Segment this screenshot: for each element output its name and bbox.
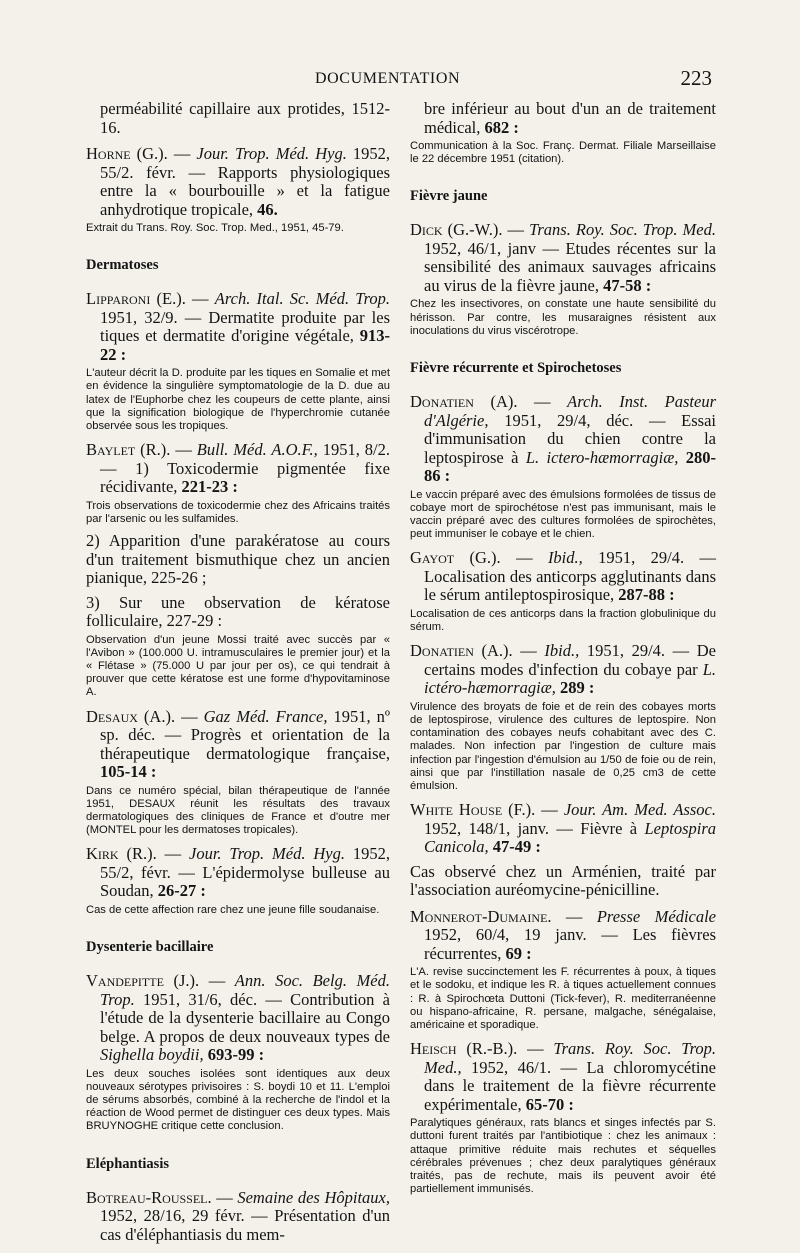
entry-dash: — xyxy=(211,1187,238,1207)
entry-abstract: Le vaccin préparé avec des émulsions formolées de tissus de cobaye mort de spirochétose n'est pas immunisant, mais le vaccin préparé avec des cultures formolées de spirochètes, peut immuniser le cobaye et le chien. xyxy=(410,488,716,541)
entry-dash: — xyxy=(517,392,568,412)
entry-author: Donatien (A.). xyxy=(410,641,513,661)
entry-author: Monnerot-Dumaine. xyxy=(410,906,552,926)
entry-abstract: Extrait du Trans. Roy. Soc. Trop. Med., 1951, 45-79. xyxy=(86,222,344,234)
left-column xyxy=(86,100,390,1252)
entry-text xyxy=(86,100,390,137)
entry-author: Heisch (R.-B.). xyxy=(410,1039,518,1059)
entry-pages: 69 : xyxy=(505,943,532,963)
entry-pages: 221-23 : xyxy=(181,477,238,497)
entry-journal: Arch. Ital. Sc. Méd. Trop. xyxy=(214,289,391,309)
entry-dash: — xyxy=(551,906,597,926)
entry-dash: — xyxy=(185,289,215,309)
entry-details: 1951, nº sp. déc. — Progrès et orientation de la thérapeutique dermatologique française, xyxy=(100,706,390,763)
running-title: DOCUMENTATION xyxy=(315,70,461,87)
entry-donatien-1 xyxy=(410,393,716,541)
entry-pages: 913-22 : xyxy=(100,326,390,364)
entry-journal: Semaine des Hôpitaux, xyxy=(237,1187,390,1207)
entry-journal: Gaz Méd. France, xyxy=(203,706,328,726)
entry-journal: Ibid., xyxy=(544,641,580,661)
entry-pages: 280-86 : xyxy=(424,447,716,486)
entry-heisch xyxy=(410,1040,716,1196)
right-column xyxy=(410,100,716,1204)
entry-dick xyxy=(410,221,716,338)
entry-kirk xyxy=(86,845,390,917)
entry-details: 1951, 29/4. — Localisation des anticorps agglutinants dans le sérum antileptospirosique, xyxy=(424,548,716,605)
entry-author: Desaux (A.). xyxy=(86,706,176,726)
entry-subitem: 2) Apparition d'une parakératose au cours d'un traitement bismuthique chez un ancien pianique, 225-26 ; xyxy=(86,531,390,588)
entry-details: 1951, 8/2. — 1) Toxicodermie pigmentée fixe récidivante, xyxy=(100,440,390,497)
section-heading-fievre-recurrente: Fièvre récurrente et Spirochetoses xyxy=(410,360,622,377)
entry-details: 1951, 29/4. — De certains modes d'infection du cobaye par xyxy=(424,641,716,679)
entry-journal: Presse Médicale xyxy=(596,906,717,926)
entry-citation xyxy=(86,972,390,1065)
entry-botreau-roussel xyxy=(86,1189,390,1245)
entry-species: L. ictéro-hæmorragiæ, xyxy=(424,659,716,698)
entry-species: Sighella boydii, xyxy=(100,1045,204,1065)
entry-author: Donatien (A). xyxy=(410,392,518,412)
entry-pages: 693-99 : xyxy=(203,1045,265,1065)
entry-species: Leptospira Canicola, xyxy=(424,818,716,857)
entry-citation xyxy=(410,642,716,698)
entry-citation xyxy=(410,100,716,137)
entry-baylet xyxy=(86,441,390,699)
entry-journal: Bull. Méd. A.O.F., xyxy=(196,440,318,460)
entry-abstract: Cas de cette affection rare chez une jeune fille soudanaise. xyxy=(86,903,380,916)
entry-citation xyxy=(410,908,716,964)
entry-details: 1951, 29/4, déc. — Essai d'immunisation du chien contre la leptospirose à xyxy=(424,410,716,467)
entry-dash: — xyxy=(175,706,204,726)
entry-citation xyxy=(86,441,390,497)
entry-abstract: L'A. revise succinctement les F. récurrentes à poux, à tiques et le sodoku, et indique les R. à tiques actuellement connues : R. à Spirochœta Duttoni (Tick-fever), R. mediterranéenne ou hispano-africaine, R. persane, malgache, sénégalaise, américaine et sporadique. xyxy=(410,966,716,1031)
entry-dash: — xyxy=(517,1039,554,1059)
entry-citation xyxy=(410,1040,716,1114)
entry-author: Dick (G.-W.). xyxy=(410,220,503,240)
entry-author: Lipparoni (E.). xyxy=(86,289,186,309)
entry-details: 1952, 46/1, janv — Etudes récentes sur la sensibilité des animaux sauvages africains au virus de la fièvre jaune, xyxy=(424,238,716,295)
section-heading-dysenterie: Dysenterie bacillaire xyxy=(86,939,214,956)
entry-vandepitte xyxy=(86,972,390,1134)
entry-journal: Trans. Roy. Soc. Trop. Med., xyxy=(424,1039,716,1077)
entry-dash: — xyxy=(199,971,235,991)
entry-pages: 289 : xyxy=(555,678,595,698)
entry-author: White House (F.). xyxy=(410,800,536,820)
entry-journal: Jour. Trop. Méd. Hyg. xyxy=(196,144,347,163)
entry-details: 1952, 46/1. — La chloromycétine dans le traitement de la fièvre récurrente expérimentale, xyxy=(424,1057,716,1114)
entry-pages: 65-70 : xyxy=(525,1094,574,1114)
entry-pages: 46. xyxy=(257,199,278,219)
entry-citation xyxy=(86,1189,390,1245)
entry-pages: 287-88 : xyxy=(618,585,675,605)
entry-subitem: Cas observé chez un Arménien, traité par l'association auréomycine-pénicilline. xyxy=(410,861,716,900)
entry-body: bre inférieur au bout d'un an de traitement médical, xyxy=(424,99,716,137)
entry-citation xyxy=(410,221,716,295)
section-heading-dermatoses: Dermatoses xyxy=(86,257,159,274)
entry-dash: — xyxy=(500,548,548,568)
page-number: 223 xyxy=(680,66,712,90)
entry-journal: Jour. Trop. Méd. Hyg. xyxy=(189,844,345,864)
entry-pages: 682 : xyxy=(484,117,519,137)
entry-abstract: Observation d'un jeune Mossi traité avec succès par « l'Avibon » (100.000 U. intramusculaires le premier jour) et la « Flétase » (75.000 U par jour per os), ce qui tendrait à prouver que cette kératose est une forme d'hypovitaminose A. xyxy=(86,633,390,699)
entry-dash: — xyxy=(170,440,197,460)
entry-abstract: Les deux souches isolées sont identiques aux deux nouveaux sérotypes privisoires : S. boydi 10 et 11. L'emploi de sérums absorbés, combiné à la recherche de l'indol et la réaction de Wood permet de distinguer ces deux types. Mais BRUYNOGHE critique cette conclusion. xyxy=(86,1067,390,1133)
section-heading-fievre-jaune: Fièvre jaune xyxy=(410,188,488,205)
entry-dash: — xyxy=(512,641,545,661)
entry-body: perméabilité capillaire aux protides, xyxy=(100,99,345,118)
entry-citation xyxy=(86,290,390,364)
entry-details: 1952, 55/2. févr. — Rapports physiologiques entre la « bourbouille » et la fatigue anhydrotique tropicale, xyxy=(100,144,390,219)
entry-citation xyxy=(86,145,390,219)
entry-citation xyxy=(86,708,390,782)
entry-species: L. ictero-hæmorragiæ, xyxy=(525,447,679,467)
entry-donatien-2 xyxy=(410,642,716,793)
entry-dash: — xyxy=(502,220,530,240)
entry-horne xyxy=(86,145,390,235)
entry-journal: Ibid., xyxy=(547,548,583,568)
entry-abstract: Paralytiques généraux, rats blancs et singes infectés par S. duttoni furent traités par l'antibiotique : chez les animaux : attaque primitive réduite mais rechutes et séquelles cérébrales prévenues ; chez deux paralytiques généraux traités, pas de rechute, mais ils peuvent avoir été partiellement immunisés. xyxy=(410,1117,716,1196)
entry-pages: 47-58 : xyxy=(603,275,652,295)
entry-journal: Jour. Am. Med. Assoc. xyxy=(563,800,716,820)
entry-abstract: Virulence des broyats de foie et de rein des cobayes morts de leptospirose, virulence des cultures de leptospire. Non contamination des cobayes neufs cohabitant avec des C. malades. Non infection par l'ingestion de culture mais infection par l'ingestion d'émulsion au 1/50 de foie ou de rein, ainsi que par l'instillation nasale de 0,25 cm3 de cette émulsion. xyxy=(410,700,716,792)
entry-white-house xyxy=(410,801,716,900)
entry-author: Baylet (R.). xyxy=(86,440,171,460)
entry-author: Botreau-Roussel. xyxy=(86,1187,212,1207)
entry-journal: Ann. Soc. Belg. Méd. Trop. xyxy=(100,971,390,1009)
entry-pages: 26-27 : xyxy=(157,881,206,901)
entry-pages: 105-14 : xyxy=(100,762,157,782)
entry-author: Vandepitte (J.). xyxy=(86,971,200,991)
entry-details: 1951, 32/9. — Dermatite produite par les tiques et dermatite d'origine végétale, xyxy=(100,307,390,346)
entry-citation xyxy=(86,845,390,901)
entry-details: 1952, 148/1, janv. — Fièvre à xyxy=(424,818,645,838)
entry-abstract: Localisation de ces anticorps dans la fraction globulinique du sérum. xyxy=(410,607,716,634)
entry-citation xyxy=(410,801,716,857)
entry-dash: — xyxy=(535,800,564,820)
entry-desaux xyxy=(86,708,390,838)
entry-details: 1952, 55/2, févr. — L'épidermolyse bulleuse au Soudan, xyxy=(100,844,390,901)
entry-author: Horne (G.). xyxy=(86,144,168,163)
entry-pages: 1512-16. xyxy=(100,99,390,137)
entry-details: 1951, 31/6, déc. — Contribution à l'étude de la dysenterie bacillaire au Congo belge. A propos de deux nouveaux types de xyxy=(100,989,390,1046)
entry-monnerot-dumaine xyxy=(410,908,716,1033)
entry-details: 1952, 28/16, 29 févr. — Présentation d'un cas d'éléphantiasis du mem- xyxy=(100,1206,390,1244)
entry-abstract: Communication à la Soc. Franç. Dermat. Filiale Marseillaise le 22 décembre 1951 (citation). xyxy=(410,140,716,166)
page-header xyxy=(0,66,800,90)
entry-details: 1952, 60/4, 19 janv. — Les fièvres récurrentes, xyxy=(424,925,716,963)
entry-abstract: Dans ce numéro spécial, bilan thérapeutique de l'année 1951, DESAUX réunit les résultats des travaux dermatologiques des cliniques de France et d'outre mer (MONTEL pour les dermatoses tropicales). xyxy=(86,784,390,837)
entry-gayot xyxy=(410,549,716,634)
entry-pages: 47-49 : xyxy=(488,837,541,857)
entry-abstract: L'auteur décrit la D. produite par les tiques en Somalie et met en évidence la singulière symptomatologie de la D. due au latex de l'Euphorbe chez les coupeurs de cette plante, ainsi que la signification biologique de l'hyperchromie cutanée observée sous les tropiques. xyxy=(86,367,390,433)
entry-abstract: Trois observations de toxicodermie chez des Africains traités par l'arsenic ou les sulfamides. xyxy=(86,499,390,525)
entry-continuation xyxy=(410,100,716,166)
entry-subitem: 3) Sur une observation de kératose folliculaire, 227-29 : xyxy=(86,592,390,631)
section-heading-elephantiasis: Eléphantiasis xyxy=(86,1155,169,1172)
entry-dash: — xyxy=(167,144,197,163)
entry-permeabilite xyxy=(86,100,390,137)
entry-citation xyxy=(410,549,716,605)
entry-journal: Arch. Inst. Pasteur d'Algérie, xyxy=(424,392,717,430)
entry-author: Gayot (G.). xyxy=(410,548,501,568)
entry-lipparoni xyxy=(86,290,390,433)
entry-author: Kirk (R.). xyxy=(86,844,157,864)
entry-citation xyxy=(410,393,716,486)
entry-abstract: Chez les insectivores, on constate une haute sensibilité du hérisson. Par contre, les musaraignes résistent aux inoculations du virus viscérotrope. xyxy=(410,298,716,337)
entry-journal: Trans. Roy. Soc. Trop. Med. xyxy=(529,220,716,240)
entry-dash: — xyxy=(156,844,189,864)
